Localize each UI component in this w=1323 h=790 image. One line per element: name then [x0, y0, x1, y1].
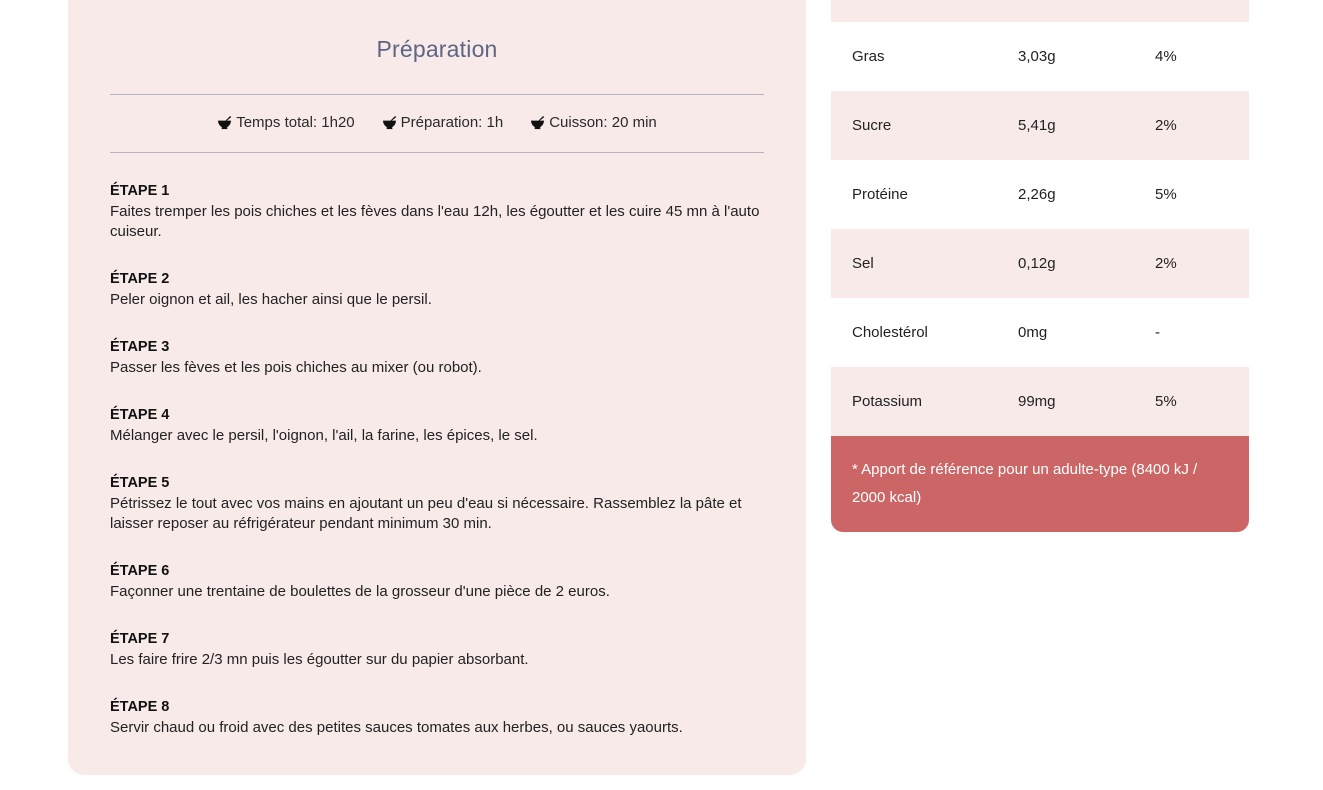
nutrition-row-stub — [831, 0, 1249, 22]
time-total — [217, 114, 354, 131]
table-row — [831, 22, 1249, 91]
step-title: ÉTAPE 6 — [110, 563, 170, 579]
step-3 — [110, 337, 770, 378]
nutrient-name: Sucre — [852, 117, 892, 134]
table-row — [831, 229, 1249, 298]
nutrient-percent: 4% — [1155, 48, 1177, 65]
time-cook-label: Cuisson: 20 min — [549, 114, 657, 131]
nutrient-value: 5,41g — [1018, 117, 1056, 134]
divider-bottom — [110, 152, 764, 153]
nutrient-value: 99mg — [1018, 393, 1056, 410]
nutrient-percent: 5% — [1155, 393, 1177, 410]
nutrient-value: 0mg — [1018, 324, 1048, 341]
preparation-card — [68, 0, 806, 775]
step-text: Peler oignon et ail, les hacher ainsi que le persil. — [110, 291, 432, 308]
nutrient-percent: 2% — [1155, 255, 1177, 272]
step-6 — [110, 561, 770, 602]
step-8 — [110, 697, 770, 738]
step-4 — [110, 405, 770, 446]
step-5 — [110, 473, 770, 534]
table-row — [831, 91, 1249, 160]
nutrient-name: Cholestérol — [852, 324, 928, 341]
nutrient-value: 2,26g — [1018, 186, 1056, 203]
nutrient-percent: 2% — [1155, 117, 1177, 134]
table-row — [831, 298, 1249, 367]
step-2 — [110, 269, 770, 310]
step-title: ÉTAPE 8 — [110, 699, 170, 715]
steps-list — [110, 181, 770, 765]
time-prep — [382, 114, 504, 131]
table-row — [831, 160, 1249, 229]
step-title: ÉTAPE 2 — [110, 271, 170, 287]
preparation-title: Préparation — [376, 36, 498, 62]
step-title: ÉTAPE 7 — [110, 631, 170, 647]
step-text: Façonner une trentaine de boulettes de la grosseur d'une pièce de 2 euros. — [110, 583, 610, 600]
step-text: Les faire frire 2/3 mn puis les égoutter sur du papier absorbant. — [110, 651, 529, 668]
reference-intake-note: * Apport de référence pour un adulte-type (8400 kJ / 2000 kcal) — [831, 436, 1249, 532]
nutrient-name: Sel — [852, 255, 874, 272]
step-text: Faites tremper les pois chiches et les fèves dans l'eau 12h, les égoutter et les cuire 45 mn à l'auto cuiseur. — [110, 203, 760, 240]
nutrient-name: Protéine — [852, 186, 908, 203]
step-text: Mélanger avec le persil, l'oignon, l'ail, la farine, les épices, le sel. — [110, 427, 538, 444]
mortar-icon — [382, 115, 397, 130]
nutrient-percent: - — [1155, 324, 1160, 341]
step-text: Passer les fèves et les pois chiches au mixer (ou robot). — [110, 359, 482, 376]
step-7 — [110, 629, 770, 670]
nutrient-name: Gras — [852, 48, 885, 65]
prep-times — [110, 114, 764, 131]
step-1 — [110, 181, 770, 242]
mortar-icon — [530, 115, 545, 130]
nutrition-table — [831, 0, 1249, 532]
nutrient-name: Potassium — [852, 393, 923, 410]
time-cook — [530, 114, 657, 131]
step-text: Servir chaud ou froid avec des petites sauces tomates aux herbes, ou sauces yaourts. — [110, 719, 683, 736]
time-total-label: Temps total: 1h20 — [236, 114, 355, 131]
table-row — [831, 367, 1249, 436]
step-title: ÉTAPE 3 — [110, 339, 170, 355]
nutrient-percent: 5% — [1155, 186, 1177, 203]
divider-top — [110, 94, 764, 95]
step-text: Pétrissez le tout avec vos mains en ajoutant un peu d'eau si nécessaire. Rassemblez la pâte et laisser reposer au réfrigérateur pendant minimum 30 min. — [110, 495, 742, 532]
step-title: ÉTAPE 5 — [110, 475, 170, 491]
nutrient-value: 0,12g — [1018, 255, 1056, 272]
step-title: ÉTAPE 4 — [110, 407, 170, 423]
nutrient-value: 3,03g — [1018, 48, 1056, 65]
time-prep-label: Préparation: 1h — [400, 114, 504, 131]
step-title: ÉTAPE 1 — [110, 183, 170, 199]
mortar-icon — [217, 115, 232, 130]
